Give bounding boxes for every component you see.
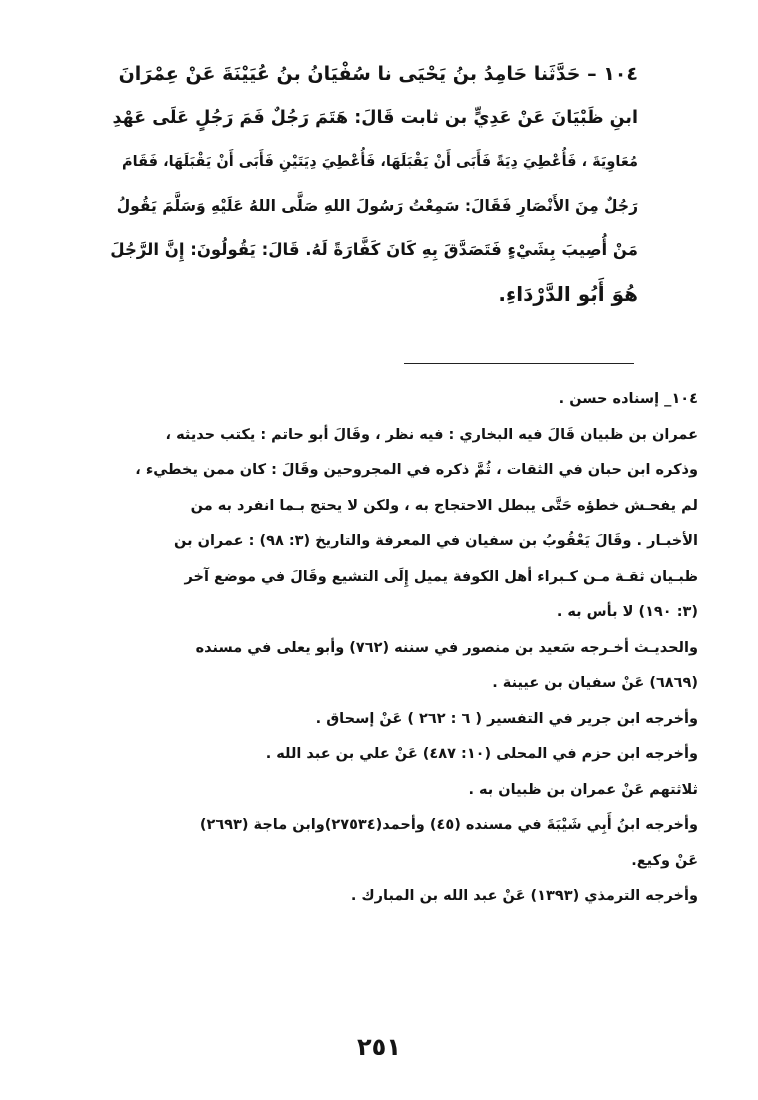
footnote-line: لم يفحـش خطؤه حَتَّى يبطل الاحتجاج به ، ولكن لا يحتج بـما انفرد به من [190,497,698,514]
footnote-line: وأخرجه ابن حزم في المحلى (١٠: ٤٨٧) عَنْ علي بن عبد الله . [265,746,698,762]
hadith-line: ١٠٤ – حَدَّثَنا حَامِدُ بنُ يَحْيَى نا سُفْيَانُ بنُ عُيَيْنَةَ عَنْ عِمْرَانَ [118,63,638,85]
hadith-line: ابنِ ظَبْيَانَ عَنْ عَدِيٍّ بن ثابت قَالَ: هَتَمَ رَجُلٌ فَمَ رَجُلٍ عَلَى عَهْدِ [112,108,638,128]
footnote-line: (٦٨٦٩) عَنْ سفيان بن عيينة . [492,675,698,691]
hadith-line: هُوَ أَبُو الدَّرْدَاءِ. [498,282,638,306]
hadith-line: مَنْ أُصِيبَ بِشَيْءٍ فَتَصَدَّقَ بِهِ كَانَ كَفَّارَةً لَهُ. قَالَ: يَقُولُونَ: إِنَّ الرَّجُلَ [110,240,638,259]
footnote-line: (٣: ١٩٠) لا بأس به . [556,604,698,620]
hadith-text [108,52,638,316]
footnote-line: عَنْ وكيع. [631,852,698,869]
footnote-line: والحديـث أخـرجه سَعيد بن منصور في سننه (٧٦٢) وأبو يعلى في مسنده [195,639,698,656]
footnote-line: ثلاثتهم عَنْ عمران بن ظبيان به . [468,781,698,798]
footnote-line: ظبـيان ثقـة مـن كـبراء أهل الكوفة يميل إِلَى التشيع وقَالَ في موضع آخر [184,568,698,585]
page-number: ٢٥١ [357,1033,401,1061]
footnote-line: وذكره ابن حبان في الثقات ، ثُمَّ ذكره في المجروحين وقَالَ : كان ممن يخطيء ، [135,462,698,478]
hadith-line: مُعَاوِيَةَ ، فَأُعْطِيَ دِيَةً فَأَبَى أَنْ يَقْبَلَهَا، فَأُعْطِيَ دِيَتَيْنِ فَأَبَى أَنْ يَقْبَلَهَا، فَقَامَ [122,154,638,170]
footnotes [98,382,698,915]
footnote-heading: ١٠٤_ إسناده حسن . [558,391,698,407]
footnote-line: عمران بن ظبيان قَالَ فيه البخاري : فيه نظر ، وقَالَ أبو حاتم : يكتب حديثه ، [165,426,698,443]
footnote-line: وأخرجه ابنُ أَبِي شَيْبَةَ في مسنده (٤٥) وأحمد(٢٧٥٣٤)وابن ماجة (٢٦٩٣) [199,817,698,833]
footnote-divider [404,363,634,364]
footnote-line: وأخرجه ابن جرير في التفسير ( ٦ : ٢٦٢ ) عَنْ إسحاق . [315,710,698,727]
hadith-line: رَجُلٌ مِنَ الأَنْصَارِ فَقَالَ: سَمِعْتُ رَسُولَ اللهِ صَلَّى اللهُ عَلَيْهِ وَسَلَّمَ يَقُولُ [116,197,638,215]
footnote-line: وأخرجه الترمذي (١٣٩٣) عَنْ عبد الله بن المبارك . [350,888,698,904]
footnote-line: الأخبـار . وقَالَ يَعْقُوبُ بن سفيان في المعرفة والتاريخ (٣: ٩٨) : عمران بن [174,533,698,549]
